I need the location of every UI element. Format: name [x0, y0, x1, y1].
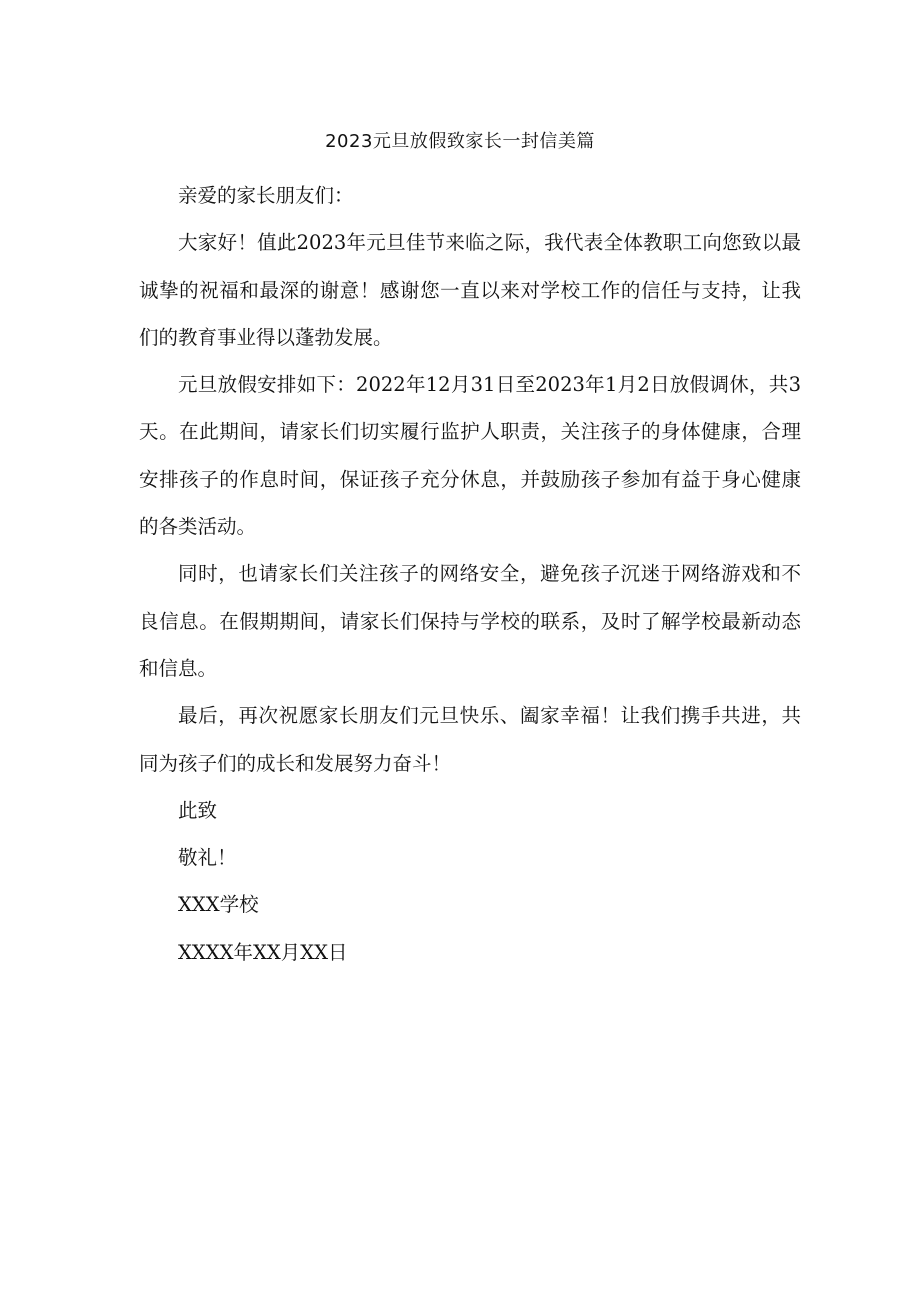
closing-line-1: 此致 [178, 798, 218, 822]
paragraph-holiday-schedule: 元旦放假安排如下：2022年12月31日至2023年1月2日放假调休，共3天。在此期间，请家长们切实履行监护人职责，关注孩子的身体健康，合理安排孩子的作息时间，保证孩子充分休息，并鼓励孩子参加有益于身心健康的各类活动。 [139, 373, 801, 539]
paragraph-greeting: 大家好！值此2023年元旦佳节来临之际，我代表全体教职工向您致以最诚挚的祝福和最深的谢意！感谢您一直以来对学校工作的信任与支持，让我们的教育事业得以蓬勃发展。 [139, 231, 801, 349]
letter-body [139, 172, 801, 976]
letter-date: XXXX年XX月XX日 [178, 940, 348, 964]
signature: XXX学校 [178, 893, 259, 917]
closing-line-2: 敬礼！ [178, 846, 237, 870]
salutation: 亲爱的家长朋友们： [178, 184, 354, 207]
document-title: 2023元旦放假致家长一封信美篇 [325, 131, 595, 152]
paragraph-wishes: 最后，再次祝愿家长朋友们元旦快乐、阖家幸福！让我们携手共进，共同为孩子们的成长和发展努力奋斗！ [139, 704, 801, 775]
paragraph-online-safety: 同时，也请家长们关注孩子的网络安全，避免孩子沉迷于网络游戏和不良信息。在假期期间，请家长们保持与学校的联系，及时了解学校最新动态和信息。 [139, 562, 801, 680]
